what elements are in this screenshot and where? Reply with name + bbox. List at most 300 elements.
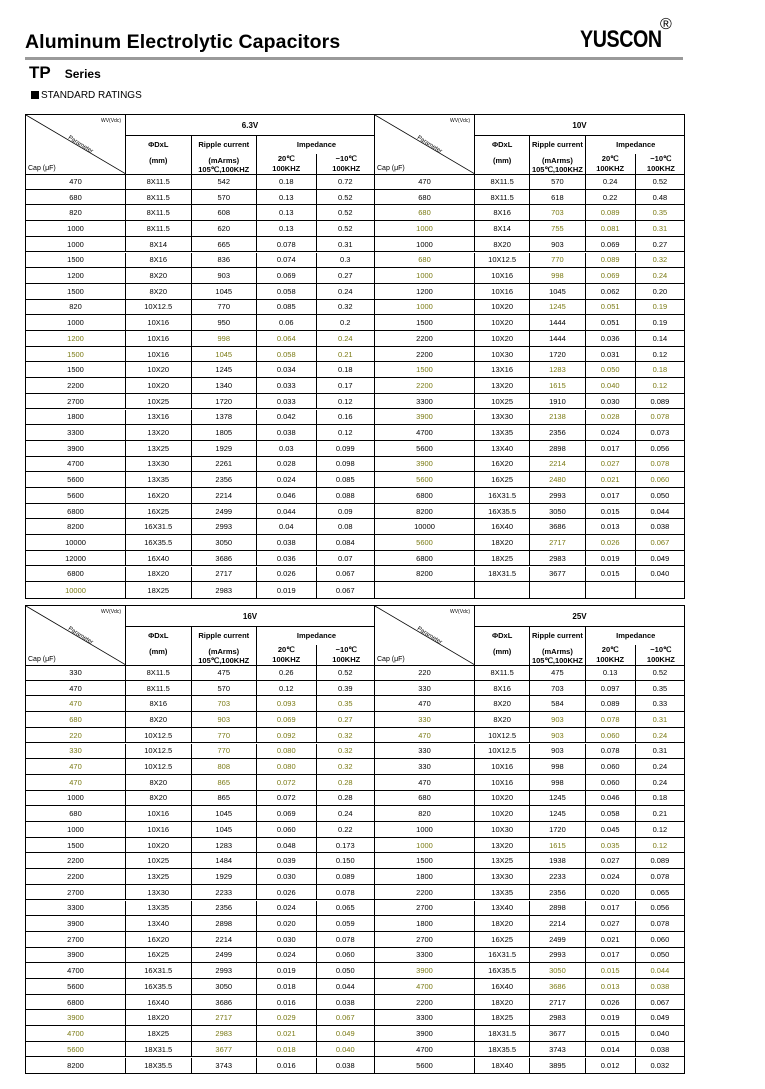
ripple-cell: 998 <box>192 331 258 346</box>
table-row <box>375 1010 684 1026</box>
ripple-label: Ripple current <box>532 140 583 149</box>
cap-cell: 3300 <box>26 901 126 916</box>
cap-cell: 1000 <box>375 221 475 236</box>
table-row <box>375 268 684 284</box>
z20-cell: 0.069 <box>586 237 636 252</box>
dxl-cell: 13X20 <box>475 838 530 853</box>
ripple-cell: 620 <box>192 221 258 236</box>
ripple-cell: 1929 <box>192 441 258 456</box>
dxl-cell: 10X25 <box>475 394 530 409</box>
z20-cell: 0.26 <box>257 665 317 680</box>
table-row <box>375 853 684 869</box>
cap-cell: 3900 <box>375 1026 475 1041</box>
table-row <box>375 488 684 504</box>
z20-cell: 0.069 <box>257 268 317 283</box>
zm10-cell: 0.32 <box>337 746 353 756</box>
table-row <box>375 948 684 964</box>
z20-cell: 0.015 <box>586 567 636 582</box>
zm10-cell: 0.060 <box>650 475 670 485</box>
cap-cell: 4700 <box>26 963 126 978</box>
cap-cell: 330 <box>26 665 126 680</box>
table-row <box>375 410 684 426</box>
zm10-cell: 0.16 <box>337 412 353 422</box>
z20-cell: 0.024 <box>257 901 317 916</box>
dxl-cell: 10X16 <box>126 331 192 346</box>
zm10-cell: 0.24 <box>337 286 353 296</box>
zm10-cell: 0.31 <box>652 714 668 724</box>
zm10-cell: 0.08 <box>337 522 353 532</box>
cap-cell: 1000 <box>26 315 126 330</box>
ripple-cell: 3050 <box>192 535 258 550</box>
z20-cell: 0.029 <box>257 1010 317 1025</box>
zm10-cell: 0.050 <box>650 490 670 500</box>
ripple-cell: 1245 <box>530 806 585 821</box>
dxl-cell: 13X40 <box>126 916 192 931</box>
zm10-cell: 0.060 <box>650 934 670 944</box>
z20-cell: 0.030 <box>257 932 317 947</box>
zm10-column-header <box>317 154 377 174</box>
cap-cell: 4700 <box>26 1026 126 1041</box>
ripple-cell: 2983 <box>192 582 258 598</box>
z20-cell: 0.074 <box>257 253 317 268</box>
dxl-cell: 18X40 <box>475 1058 530 1074</box>
cap-cell: 220 <box>26 728 126 743</box>
ripple-condition: 105℃,100KHZ <box>198 165 250 174</box>
zm10-cell: 0.24 <box>652 777 668 787</box>
cap-cell: 1500 <box>26 362 126 377</box>
ratings-table-16v <box>25 605 375 1074</box>
title-rule <box>25 57 683 60</box>
z20-column-header <box>257 154 317 174</box>
cap-cell: 1500 <box>26 838 126 853</box>
ripple-cell: 998 <box>530 775 585 790</box>
zm10-cell: 0.085 <box>335 475 355 485</box>
zm10-cell: 0.33 <box>652 699 668 709</box>
cap-cell: 1800 <box>375 869 475 884</box>
zm10-cell: 0.31 <box>652 223 668 233</box>
ripple-cell: 3677 <box>192 1042 258 1057</box>
dxl-cell: 18X31.5 <box>126 1042 192 1057</box>
table-row <box>375 190 684 206</box>
dxl-cell: 18X20 <box>475 535 530 550</box>
zm10-cell: 0.39 <box>337 683 353 693</box>
dxl-column-header <box>475 135 530 174</box>
dxl-cell: 8X16 <box>126 253 192 268</box>
ripple-cell: 3686 <box>192 551 258 566</box>
zm10-cell: 0.173 <box>335 840 355 850</box>
ripple-cell: 2233 <box>530 869 585 884</box>
voltage-heading: 25V <box>475 606 684 627</box>
table-row <box>375 551 684 567</box>
z20-cell: 0.060 <box>586 728 636 743</box>
table-row <box>26 441 374 457</box>
table-row <box>26 728 374 744</box>
cap-cell: 680 <box>375 253 475 268</box>
zm10-cell: 0.067 <box>335 1013 355 1023</box>
zm10-cell: 0.12 <box>337 428 353 438</box>
cap-cell: 6800 <box>26 567 126 582</box>
dxl-label: ΦDxL <box>148 140 169 149</box>
table-row <box>375 979 684 995</box>
ripple-cell: 1045 <box>192 806 258 821</box>
table-row <box>375 791 684 807</box>
z20-cell: 0.13 <box>586 665 636 680</box>
zm10-cell: 0.067 <box>650 537 670 547</box>
ripple-cell: 570 <box>192 190 258 205</box>
dxl-unit: (mm) <box>492 156 512 165</box>
ratings-table-6_3v <box>25 114 375 599</box>
ripple-cell: 3686 <box>192 995 258 1010</box>
ripple-cell: 1929 <box>192 869 258 884</box>
z20-cell: 0.021 <box>586 932 636 947</box>
ripple-cell: 770 <box>192 728 258 743</box>
ripple-cell: 770 <box>530 253 585 268</box>
wv-label: WV(Vdc) <box>450 609 470 615</box>
cap-cell: 470 <box>26 174 126 189</box>
z20-cell: 0.018 <box>257 979 317 994</box>
z20-cell: 0.017 <box>586 901 636 916</box>
z20-cell: 0.081 <box>586 221 636 236</box>
table-row <box>375 1058 684 1074</box>
z20-cell: 0.019 <box>586 551 636 566</box>
cap-cell: 6800 <box>26 995 126 1010</box>
ripple-cell: 542 <box>192 174 258 189</box>
table-row <box>26 551 374 567</box>
parameter-label: Parameter <box>415 626 443 646</box>
cap-cell: 470 <box>26 696 126 711</box>
table-row <box>26 948 374 964</box>
dxl-cell: 8X11.5 <box>126 174 192 189</box>
dxl-cell: 10X20 <box>475 331 530 346</box>
z20-cell: 0.035 <box>586 838 636 853</box>
z20-column-header <box>586 154 636 174</box>
table-row <box>26 190 374 206</box>
registered-mark: ® <box>660 16 672 33</box>
cap-cell: 2200 <box>26 378 126 393</box>
zm10-label: −10℃ <box>650 645 672 654</box>
cap-cell: 8200 <box>375 567 475 582</box>
z20-cell: 0.051 <box>586 300 636 315</box>
zm10-cell: 0.056 <box>650 903 670 913</box>
table-row <box>26 174 374 190</box>
dxl-cell: 8X11.5 <box>475 174 530 189</box>
z20-cell: 0.033 <box>257 394 317 409</box>
z20-cell: 0.064 <box>257 331 317 346</box>
zm10-cell: 0.20 <box>652 286 668 296</box>
z20-cell: 0.014 <box>586 1042 636 1057</box>
z20-cell: 0.024 <box>257 472 317 487</box>
table-row <box>26 394 374 410</box>
z20-cell: 0.060 <box>257 822 317 837</box>
ripple-cell: 1444 <box>530 331 585 346</box>
dxl-cell: 10X12.5 <box>126 744 192 759</box>
dxl-cell: 13X25 <box>475 853 530 868</box>
cap-cell: 8200 <box>375 504 475 519</box>
z20-cell: 0.020 <box>257 916 317 931</box>
cap-cell: 680 <box>375 205 475 220</box>
table-row <box>26 488 374 504</box>
dxl-cell: 13X35 <box>126 901 192 916</box>
z20-cell: 0.045 <box>586 822 636 837</box>
cap-cell: 1000 <box>375 300 475 315</box>
table-row <box>375 681 684 697</box>
z20-cell: 0.058 <box>257 347 317 362</box>
table-row <box>26 268 374 284</box>
cap-label: Cap (μF) <box>28 656 56 663</box>
ripple-cell: 2717 <box>530 995 585 1010</box>
ripple-cell: 2898 <box>530 441 585 456</box>
dxl-cell: 10X16 <box>126 315 192 330</box>
z20-cell: 0.016 <box>257 1058 317 1074</box>
dxl-cell: 18X35.5 <box>475 1042 530 1057</box>
dxl-cell: 18X25 <box>126 582 192 598</box>
z20-cell: 0.018 <box>257 1042 317 1057</box>
dxl-cell: 8X11.5 <box>475 190 530 205</box>
table-row <box>375 205 684 221</box>
z20-cell: 0.028 <box>586 410 636 425</box>
ripple-cell: 2717 <box>530 535 585 550</box>
cap-cell: 1000 <box>375 268 475 283</box>
table-row <box>375 425 684 441</box>
ripple-cell: 1938 <box>530 853 585 868</box>
z20-cell: 0.016 <box>257 995 317 1010</box>
cap-cell: 6800 <box>375 488 475 503</box>
cap-cell: 1200 <box>26 268 126 283</box>
zm10-cell: 0.040 <box>335 1044 355 1054</box>
zm10-cell: 0.32 <box>652 255 668 265</box>
cap-cell: 3900 <box>26 916 126 931</box>
ripple-cell: 1340 <box>192 378 258 393</box>
z20-cell: 0.089 <box>586 696 636 711</box>
zm10-cell: 0.065 <box>650 887 670 897</box>
table-row <box>375 744 684 760</box>
zm10-cell: 0.089 <box>335 871 355 881</box>
cap-cell: 2200 <box>375 378 475 393</box>
dxl-cell: 13X30 <box>126 885 192 900</box>
ripple-cell: 1245 <box>192 362 258 377</box>
zm10-column-header <box>636 645 686 665</box>
dxl-cell: 8X20 <box>126 791 192 806</box>
zm10-cell: 0.2 <box>340 318 351 328</box>
ripple-cell: 903 <box>530 744 585 759</box>
series-heading <box>29 63 101 83</box>
cap-cell: 2200 <box>375 995 475 1010</box>
table-row <box>375 696 684 712</box>
zm10-cell: 0.24 <box>652 762 668 772</box>
z20-cell: 0.039 <box>257 853 317 868</box>
zm10-cell: 0.35 <box>337 699 353 709</box>
z20-label: 20℃ <box>601 154 619 163</box>
cap-cell: 2700 <box>26 394 126 409</box>
z20-cell: 0.026 <box>586 995 636 1010</box>
cap-cell: 2200 <box>375 885 475 900</box>
z20-label: 20℃ <box>277 645 295 654</box>
zm10-cell: 0.18 <box>652 365 668 375</box>
table-row <box>26 979 374 995</box>
zm10-column-header <box>636 154 686 174</box>
zm10-cell: 0.48 <box>652 192 668 202</box>
cap-cell: 3300 <box>375 1010 475 1025</box>
ripple-unit: (mArms) <box>208 647 240 656</box>
ripple-cell: 1045 <box>530 284 585 299</box>
zm10-cell: 0.038 <box>335 997 355 1007</box>
dxl-cell: 18X31.5 <box>475 567 530 582</box>
z20-cell <box>586 582 636 598</box>
ripple-cell: 998 <box>530 759 585 774</box>
zm10-freq: 100KHZ <box>332 655 361 664</box>
cap-cell: 1800 <box>26 410 126 425</box>
ripple-cell: 3686 <box>530 519 585 534</box>
ripple-column-header <box>530 135 585 174</box>
cap-cell: 3900 <box>26 441 126 456</box>
table-row <box>26 237 374 253</box>
series-code: TP <box>29 63 51 82</box>
ripple-cell: 770 <box>192 300 258 315</box>
z20-cell: 0.03 <box>257 441 317 456</box>
cap-cell: 3300 <box>375 394 475 409</box>
table-row <box>26 1026 374 1042</box>
ripple-cell: 1444 <box>530 315 585 330</box>
table-row <box>375 1042 684 1058</box>
zm10-cell: 0.17 <box>337 380 353 390</box>
zm10-cell: 0.067 <box>650 997 670 1007</box>
ripple-label: Ripple current <box>532 631 583 640</box>
table-row <box>375 728 684 744</box>
cap-cell: 470 <box>375 174 475 189</box>
dxl-cell: 18X20 <box>475 995 530 1010</box>
cap-cell: 1500 <box>26 253 126 268</box>
z20-cell: 0.021 <box>257 1026 317 1041</box>
z20-cell: 0.24 <box>586 174 636 189</box>
dxl-cell: 16X31.5 <box>126 519 192 534</box>
dxl-cell: 10X20 <box>126 378 192 393</box>
ripple-cell: 2993 <box>192 519 258 534</box>
ripple-cell: 1720 <box>530 822 585 837</box>
dxl-cell: 16X20 <box>475 457 530 472</box>
cap-cell: 2200 <box>26 869 126 884</box>
z20-cell: 0.093 <box>257 696 317 711</box>
z20-cell: 0.026 <box>586 535 636 550</box>
cap-cell: 1500 <box>26 347 126 362</box>
ripple-cell: 618 <box>530 190 585 205</box>
dxl-cell: 8X20 <box>475 237 530 252</box>
z20-cell: 0.046 <box>257 488 317 503</box>
cap-cell: 5600 <box>375 535 475 550</box>
dxl-cell: 10X25 <box>126 853 192 868</box>
zm10-cell: 0.078 <box>335 887 355 897</box>
ripple-cell: 3050 <box>192 979 258 994</box>
cap-cell: 1500 <box>26 284 126 299</box>
ripple-condition: 105℃,100KHZ <box>531 165 583 174</box>
ripple-cell: 1245 <box>530 791 585 806</box>
dxl-cell: 8X16 <box>475 681 530 696</box>
z20-cell: 0.069 <box>257 806 317 821</box>
cap-cell: 2700 <box>375 901 475 916</box>
table-row <box>375 1026 684 1042</box>
z20-cell: 0.038 <box>257 425 317 440</box>
table-header <box>375 115 684 175</box>
ripple-cell: 1910 <box>530 394 585 409</box>
dxl-cell: 10X16 <box>475 775 530 790</box>
dxl-cell: 13X25 <box>126 441 192 456</box>
ripple-cell: 475 <box>530 665 585 680</box>
zm10-cell: 0.088 <box>335 490 355 500</box>
ripple-cell: 665 <box>192 237 258 252</box>
dxl-unit: (mm) <box>149 647 168 656</box>
dxl-cell: 16X40 <box>475 519 530 534</box>
z20-cell: 0.12 <box>257 681 317 696</box>
ripple-cell: 2214 <box>192 932 258 947</box>
cap-cell: 470 <box>26 681 126 696</box>
z20-cell: 0.058 <box>586 806 636 821</box>
table-row <box>375 457 684 473</box>
table-row <box>375 665 684 681</box>
zm10-cell <box>636 582 684 598</box>
dxl-cell: 13X20 <box>475 378 530 393</box>
cap-cell: 5600 <box>26 1042 126 1057</box>
zm10-label: −10℃ <box>650 154 672 163</box>
ripple-cell: 2983 <box>530 1010 585 1025</box>
table-row <box>26 378 374 394</box>
ripple-cell: 2898 <box>192 916 258 931</box>
cap-cell: 330 <box>26 744 126 759</box>
cap-cell: 1000 <box>375 237 475 252</box>
z20-cell: 0.22 <box>586 190 636 205</box>
dxl-cell: 10X16 <box>475 284 530 299</box>
z20-cell: 0.089 <box>586 253 636 268</box>
series-label: Series <box>64 67 101 81</box>
cap-cell: 820 <box>375 806 475 821</box>
ripple-cell: 903 <box>530 712 585 727</box>
cap-cell: 470 <box>375 696 475 711</box>
table-row <box>26 221 374 237</box>
table-row <box>26 963 374 979</box>
table-row <box>375 916 684 932</box>
dxl-cell: 10X30 <box>475 347 530 362</box>
z20-cell: 0.092 <box>257 728 317 743</box>
square-bullet-icon <box>31 91 39 99</box>
table-row <box>26 853 374 869</box>
table-row <box>26 315 374 331</box>
ripple-cell: 1045 <box>192 284 258 299</box>
table-row <box>375 806 684 822</box>
ripple-cell: 2233 <box>192 885 258 900</box>
z20-cell: 0.080 <box>257 744 317 759</box>
corner-header-cell <box>26 115 126 174</box>
dxl-cell: 18X20 <box>126 567 192 582</box>
table-row <box>26 744 374 760</box>
z20-cell: 0.033 <box>257 378 317 393</box>
zm10-cell: 0.52 <box>652 176 668 186</box>
zm10-cell: 0.150 <box>335 856 355 866</box>
table-header <box>375 606 684 666</box>
ripple-cell: 2499 <box>192 504 258 519</box>
ripple-cell: 755 <box>530 221 585 236</box>
ripple-cell <box>530 582 585 598</box>
z20-cell: 0.13 <box>257 221 317 236</box>
cap-cell: 1500 <box>375 362 475 377</box>
zm10-cell: 0.044 <box>335 981 355 991</box>
table-row <box>26 347 374 363</box>
dxl-label: ΦDxL <box>148 631 169 640</box>
ripple-cell: 570 <box>530 174 585 189</box>
ripple-cell: 1615 <box>530 378 585 393</box>
dxl-cell: 8X11.5 <box>126 205 192 220</box>
z20-cell: 0.072 <box>257 791 317 806</box>
z20-cell: 0.040 <box>586 378 636 393</box>
table-row <box>26 696 374 712</box>
z20-cell: 0.048 <box>257 838 317 853</box>
